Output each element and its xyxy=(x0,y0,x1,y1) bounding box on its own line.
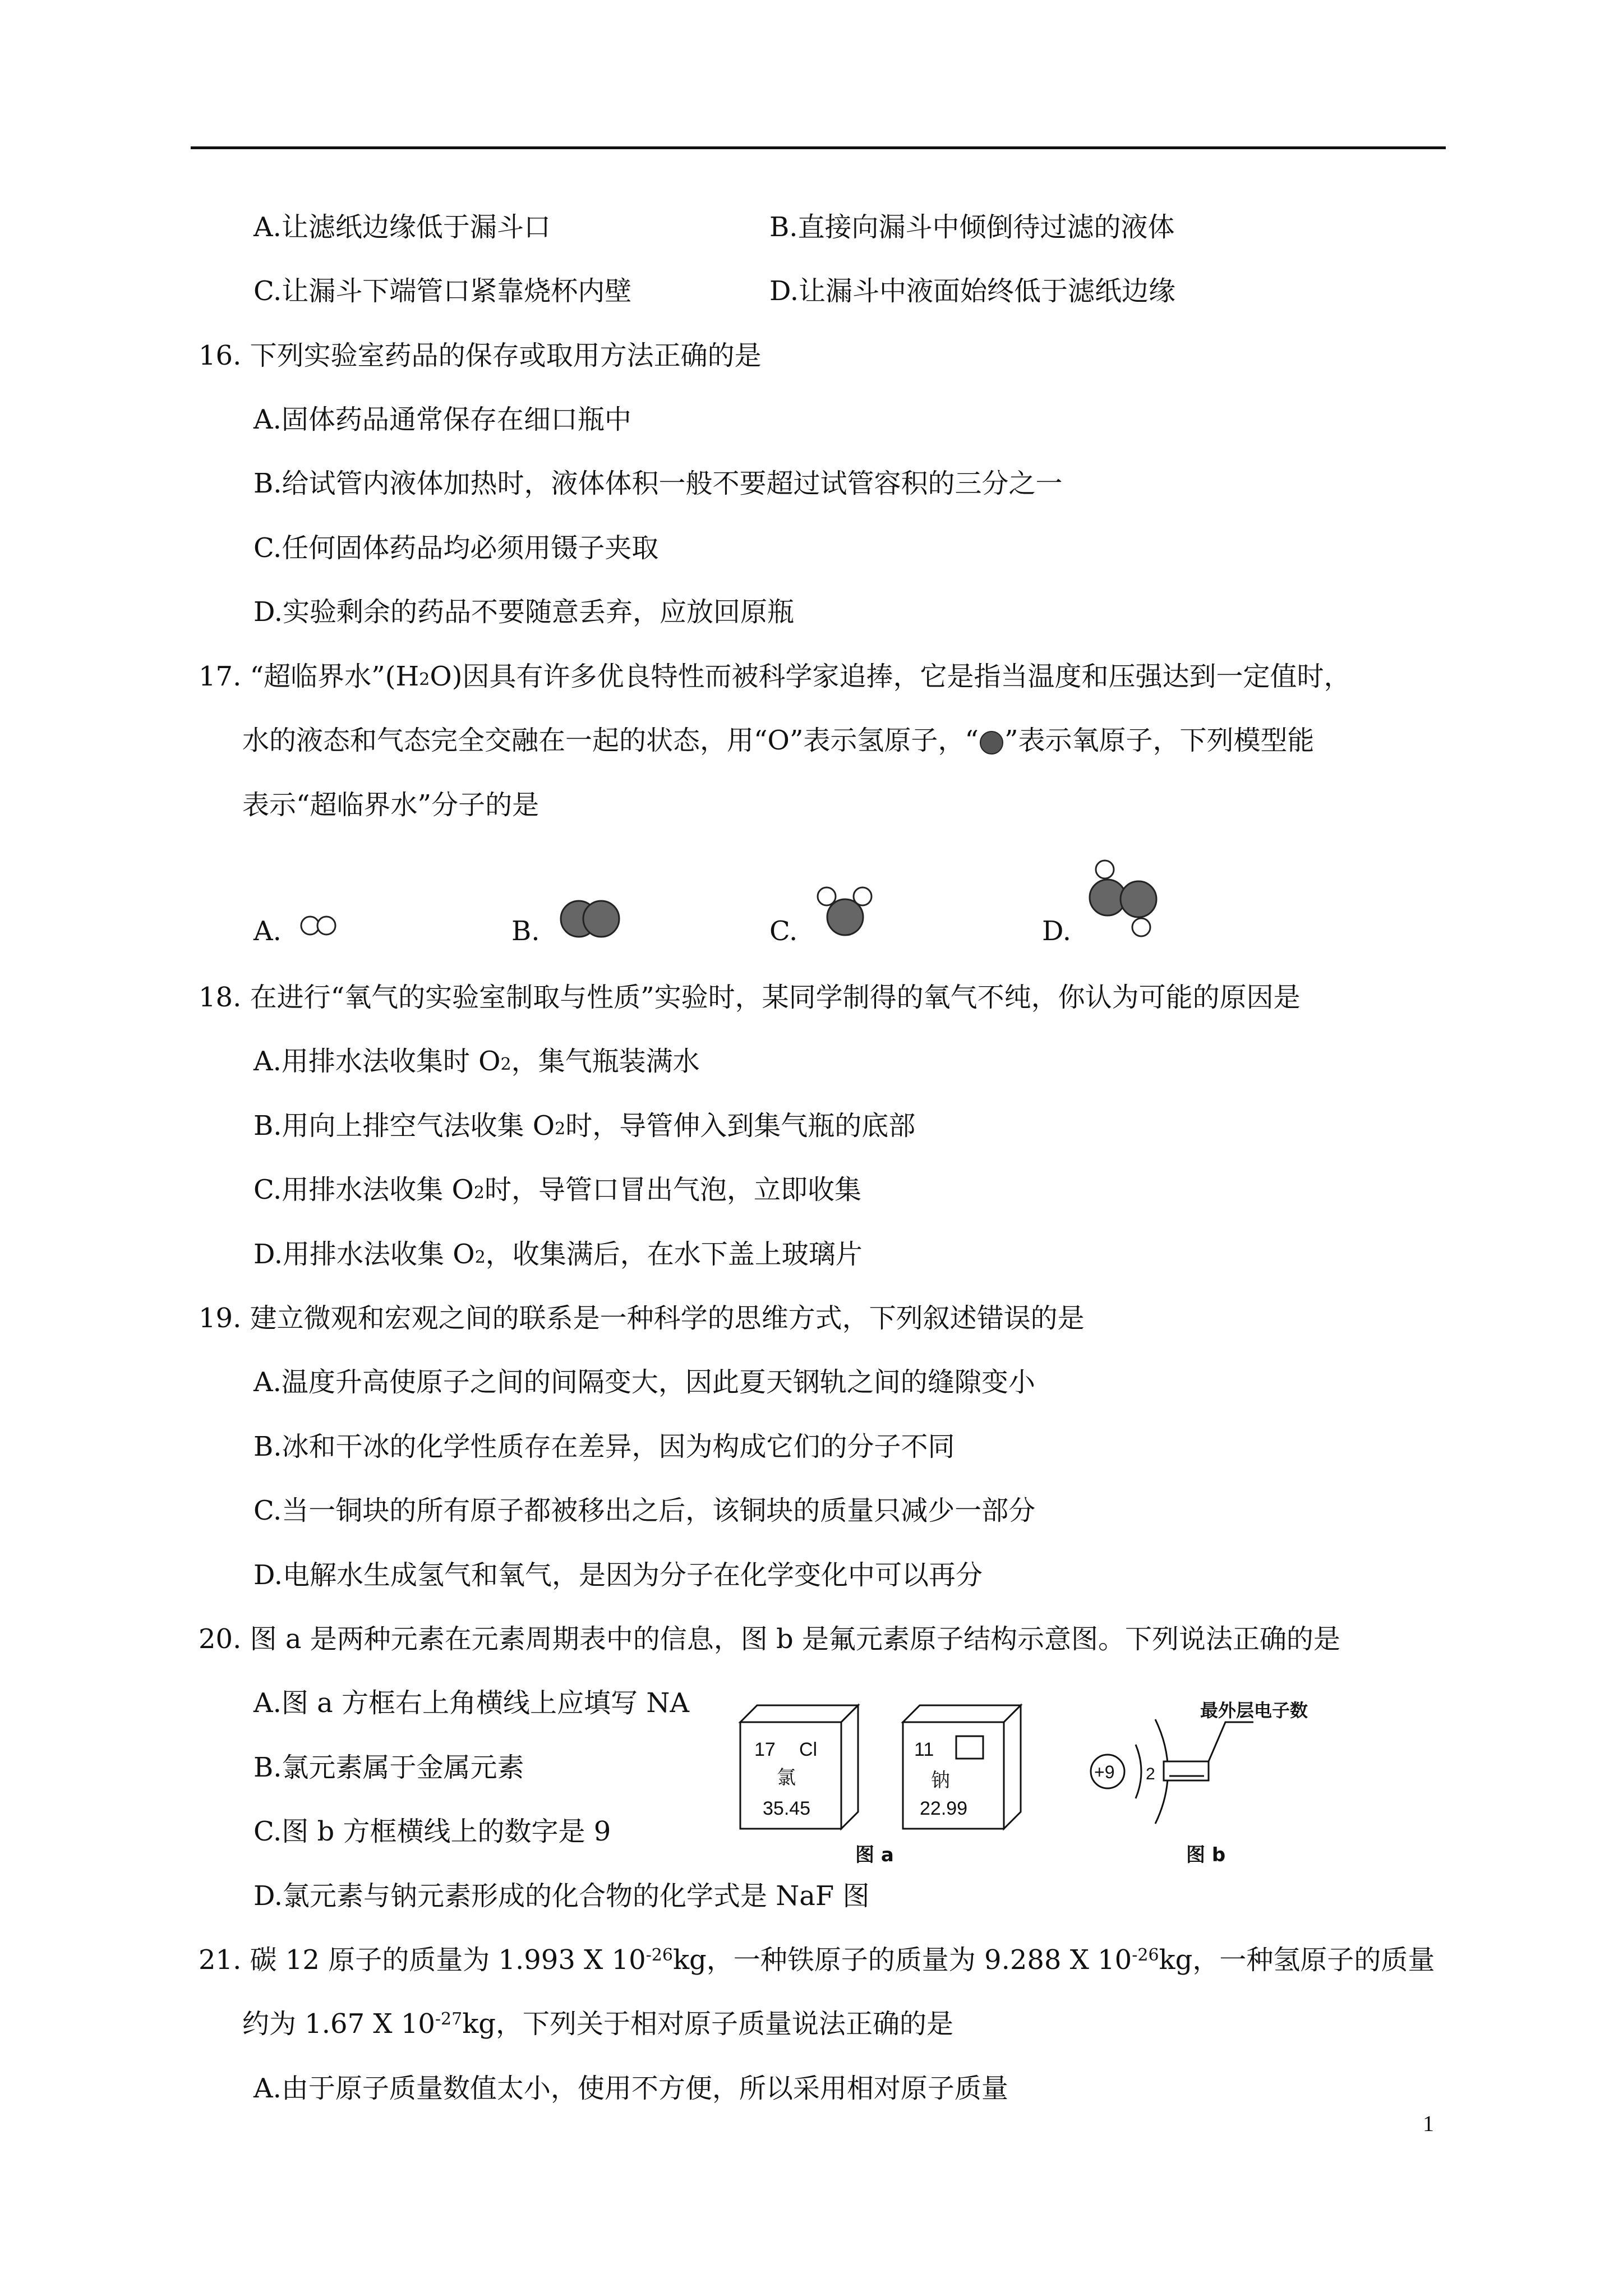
q17-stem-line1: 17. “超临界水$”(H_2O)$因具有许多优良特性而被科学家追捧，它是指当温度和压强达到一定值时， xyxy=(199,661,1351,692)
q19-stem: 19. 建立微观和宏观之间的联系是一种科学的思维方式，下列叙述错误的是 xyxy=(199,1303,1085,1334)
q16-stem: 16. 下列实验室药品的保存或取用方法正确的是 xyxy=(199,340,762,371)
inner-electron-count: 2 xyxy=(1146,1765,1155,1783)
q20-option-a: A.图 a 方框右上角横线上应填写 NA xyxy=(253,1687,689,1719)
q18-option-a: A.用排水法收集时 $O_2$，集气瓶装满水 xyxy=(253,1046,700,1077)
sodium-number: 11 xyxy=(914,1739,934,1760)
q19-option-b: B.冰和干冰的化学性质存在差异，因为构成它们的分子不同 xyxy=(253,1431,955,1462)
chlorine-symbol: Cl xyxy=(799,1739,818,1760)
q17-option-d-label: D. xyxy=(1042,915,1072,947)
sodium-cell xyxy=(903,1705,1021,1829)
header-rule xyxy=(191,146,1446,149)
q18-option-b: B.用向上排空气法收集 $O_2$时，导管伸入到集气瓶的底部 xyxy=(253,1110,916,1142)
chlorine-cell xyxy=(740,1705,858,1829)
q21-stem-line2: 约为 1.67 X $10^{-27}kg$，下列关于相对原子质量说法正确的是 xyxy=(242,2008,954,2040)
q19-option-a: A.温度升高使原子之间的间隔变大，因此夏天钢轨之间的缝隙变小 xyxy=(253,1366,1035,1398)
q19-option-c: C.当一铜块的所有原子都被移出之后，该铜块的质量只减少一部分 xyxy=(253,1495,1036,1526)
sodium-mass: 22.99 xyxy=(920,1798,968,1819)
q15-option-a: A.让滤纸边缘低于漏斗口 xyxy=(253,211,551,243)
q19-option-d: D.电解水生成氢气和氧气，是因为分子在化学变化中可以再分 xyxy=(253,1559,983,1591)
figure-a-label: 图 a xyxy=(855,1844,894,1866)
q15-option-d: D.让漏斗中液面始终低于滤纸边缘 xyxy=(769,275,1176,307)
q17-model-b xyxy=(555,896,628,941)
q18-stem: 18. 在进行“氧气的实验室制取与性质”实验时，某同学制得的氧气不纯，你认为可能的原因是 xyxy=(199,982,1301,1013)
page-number: 1 xyxy=(1423,2111,1434,2136)
q17-model-c xyxy=(813,881,886,942)
q17-stem-line2: 水的液态和气态完全交融在一起的状态，用“O”表示氢原子，“ ”表示氧原子，下列模型能 xyxy=(242,725,1315,756)
sodium-symbol-blank xyxy=(956,1736,983,1759)
q16-option-c: C.任何固体药品均必须用镊子夹取 xyxy=(253,532,659,564)
q17-option-c-label: C. xyxy=(769,915,798,947)
q20-option-c: C.图 b 方框横线上的数字是 9 xyxy=(253,1816,611,1847)
pointer-line xyxy=(1209,1722,1253,1761)
figure-b-label: 图 b xyxy=(1186,1844,1226,1866)
chlorine-number: 17 xyxy=(754,1739,776,1760)
q20-figure-a xyxy=(729,1700,1066,1868)
nucleus-charge: +9 xyxy=(1094,1762,1115,1782)
q17-option-a-label: A. xyxy=(253,915,282,947)
q21-stem-line1: 21. 碳 12 原子的质量为 1.993 X $10^{-26}kg$，一种铁原子的质量为 9.288 X $10^{-26}kg$，一种氢原子的质量 xyxy=(199,1944,1435,1976)
chlorine-name: 氯 xyxy=(777,1766,796,1789)
outer-electron-label: 最外层电子数 xyxy=(1200,1700,1308,1721)
q20-option-d: D.氯元素与钠元素形成的化合物的化学式是 NaF 图 xyxy=(253,1880,870,1912)
oxygen-atom-icon xyxy=(979,730,1004,756)
q18-option-d: D.用排水法收集 $O_2$，收集满后，在水下盖上玻璃片 xyxy=(253,1239,863,1270)
q20-stem: 20. 图 a 是两种元素在元素周期表中的信息，图 b 是氟元素原子结构示意图。下列说法正确的是 xyxy=(199,1623,1340,1655)
q17-stem-line3: 表示“超临界水”分子的是 xyxy=(242,789,540,821)
q18-option-c: C.用排水法收集 $O_2$时，导管口冒出气泡，立即收集 xyxy=(253,1174,861,1205)
outer-electron-blank xyxy=(1164,1761,1209,1780)
chlorine-mass: 35.45 xyxy=(763,1798,811,1819)
q21-option-a: A.由于原子质量数值太小，使用不方便，所以采用相对原子质量 xyxy=(253,2073,1008,2104)
q20-option-b: B.氯元素属于金属元素 xyxy=(253,1752,524,1783)
q17-model-d xyxy=(1082,855,1178,945)
q15-option-c: C.让漏斗下端管口紧靠烧杯内壁 xyxy=(253,275,632,307)
q15-option-b: B.直接向漏斗中倾倒待过滤的液体 xyxy=(769,211,1175,243)
inner-shell-arc xyxy=(1136,1745,1141,1798)
sodium-name: 钠 xyxy=(931,1769,950,1792)
q16-option-b: B.给试管内液体加热时，液体体积一般不要超过试管容积的三分之一 xyxy=(253,468,1063,499)
q17-option-b-label: B. xyxy=(511,915,540,947)
q16-option-a: A.固体药品通常保存在细口瓶中 xyxy=(253,404,631,435)
q16-option-d: D.实验剩余的药品不要随意丢弃，应放回原瓶 xyxy=(253,596,795,628)
q20-figure-b xyxy=(1085,1688,1343,1868)
q17-model-a xyxy=(297,912,342,940)
